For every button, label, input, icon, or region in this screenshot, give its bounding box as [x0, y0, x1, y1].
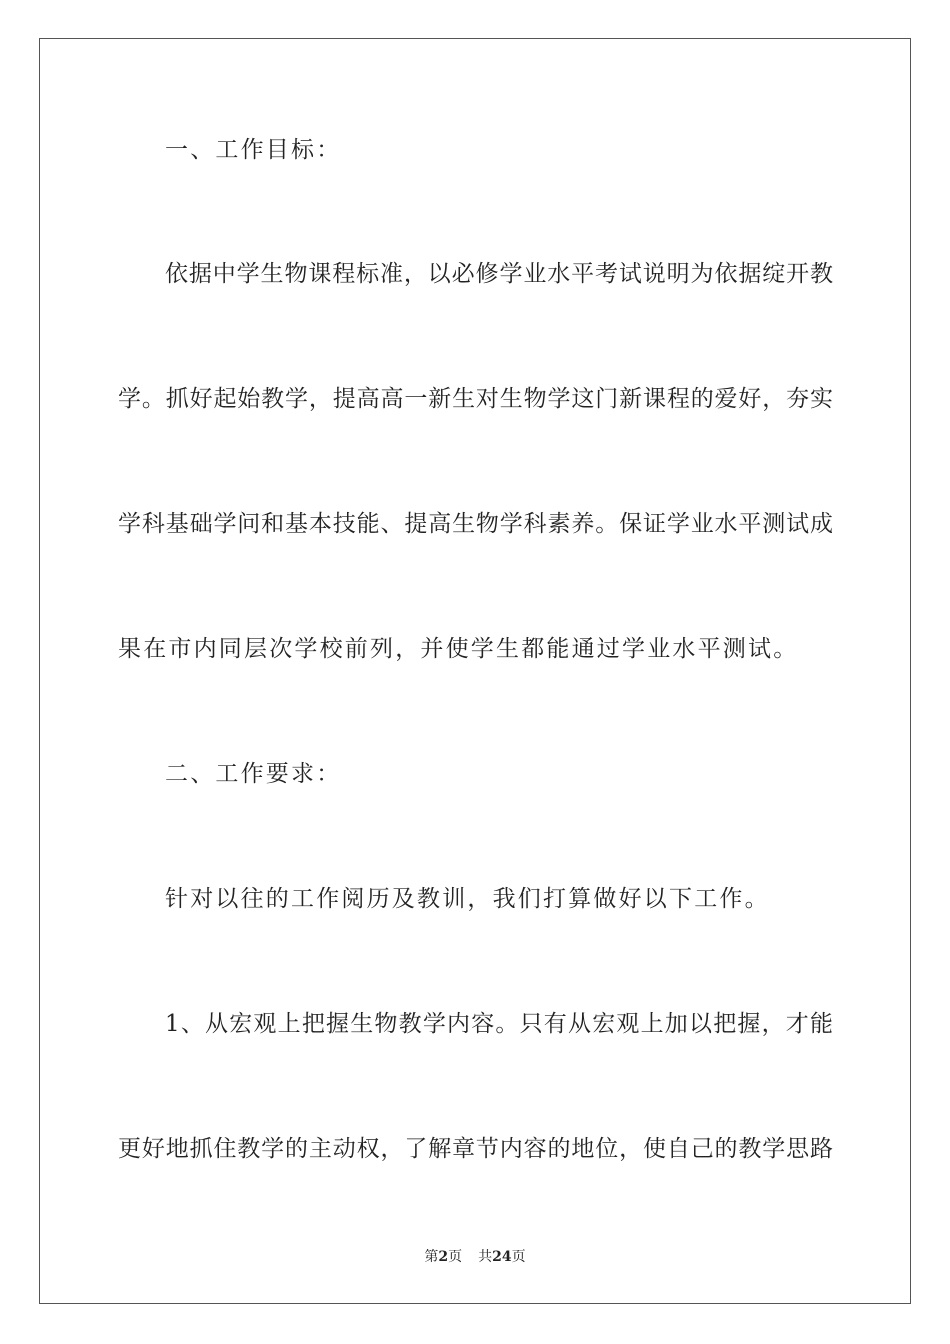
page-number: 2	[438, 1249, 449, 1265]
page-footer	[0, 1248, 950, 1266]
paragraph-line: 依据中学生物课程标准，以必修学业水平考试说明为依据绽开教	[165, 261, 833, 287]
section-heading-goals: 一、工作目标：	[165, 137, 342, 163]
page-suffix: 页	[448, 1249, 463, 1265]
paragraph-line: 更好地抓住教学的主动权，了解章节内容的地位，使自己的教学思路	[118, 1136, 833, 1162]
total-suffix: 页	[511, 1249, 526, 1265]
section-heading-requirements: 二、工作要求：	[165, 761, 342, 787]
paragraph-line: 1、从宏观上把握生物教学内容。只有从宏观上加以把握，才能	[165, 1011, 833, 1037]
page-prefix: 第	[424, 1249, 439, 1265]
paragraph-line: 果在市内同层次学校前列，并使学生都能通过学业水平测试。	[118, 636, 799, 662]
total-pages: 24	[492, 1249, 512, 1265]
total-prefix: 共	[478, 1249, 493, 1265]
paragraph-line: 学科基础学问和基本技能、提高生物学科素养。保证学业水平测试成	[118, 511, 833, 537]
paragraph-line: 学。抓好起始教学，提高高一新生对生物学这门新课程的爱好，夯实	[118, 386, 833, 412]
page-border	[39, 38, 911, 1304]
paragraph-line: 针对以往的工作阅历及教训，我们打算做好以下工作。	[165, 886, 770, 912]
